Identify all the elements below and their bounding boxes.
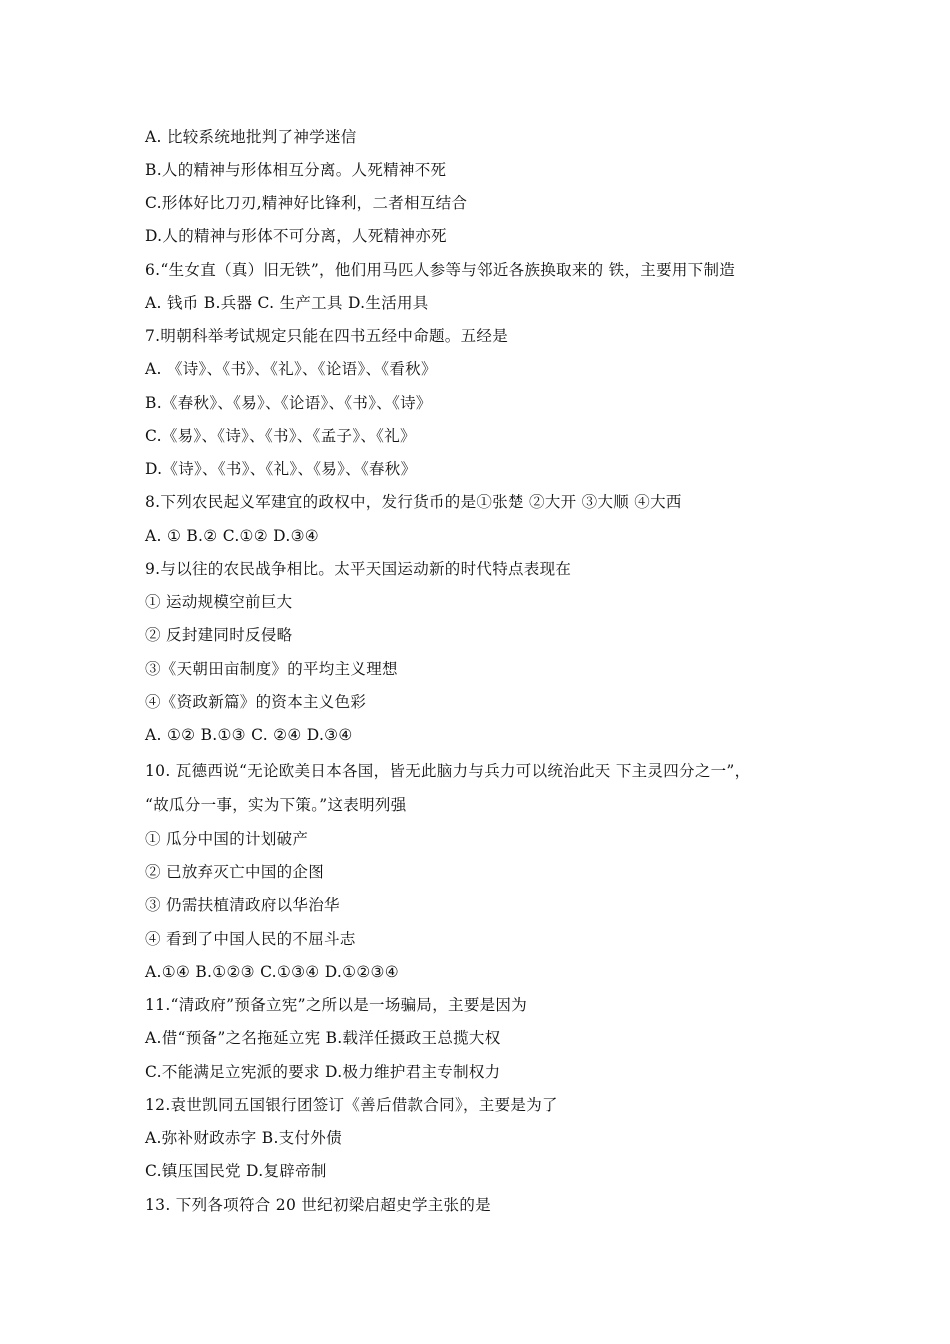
item-9-2: ② 反封建同时反侵略 <box>145 626 293 644</box>
options-6: A. 钱币 B.兵器 C. 生产工具 D.生活用具 <box>145 294 429 312</box>
option-5a: A. 比较系统地批判了神学迷信 <box>145 128 357 146</box>
options-10: A.①④ B.①②③ C.①③④ D.①②③④ <box>145 963 399 981</box>
option-5b: B.人的精神与形体相互分离。人死精神不死 <box>145 161 447 179</box>
question-10: 10. 瓦德西说“无论欧美日本各国，皆无此脑力与兵力可以统治此天 下主灵四分之一”， <box>145 762 751 780</box>
item-9-4: ④《资政新篇》的资本主义色彩 <box>145 693 367 711</box>
item-10-4: ④ 看到了中国人民的不屈斗志 <box>145 930 356 948</box>
option-5d: D.人的精神与形体不可分离，人死精神亦死 <box>145 227 447 245</box>
options-11-ab: A.借“预备”之名拖延立宪 B.载洋任摄政王总揽大权 <box>145 1029 501 1047</box>
options-12-ab: A.弥补财政赤字 B.支付外债 <box>145 1129 342 1147</box>
options-11-cd: C.不能满足立宪派的要求 D.极力维护君主专制权力 <box>145 1063 501 1081</box>
question-10-cont: “故瓜分一事，实为下策。”这表明列强 <box>145 796 407 814</box>
option-7d: D.《诗》、《书》、《礼》、《易》、《春秋》 <box>145 460 417 478</box>
option-7c: C.《易》、《诗》、《书》、《孟子》、《礼》 <box>145 427 416 445</box>
options-12-cd: C.镇压国民党 D.复辟帝制 <box>145 1162 327 1180</box>
item-10-2: ② 已放弃灭亡中国的企图 <box>145 863 325 881</box>
question-12: 12.袁世凯同五国银行团签订《善后借款合同》，主要是为了 <box>145 1096 558 1114</box>
question-11: 11.“清政府”预备立宪”之所以是一场骗局，主要是因为 <box>145 996 528 1014</box>
question-7: 7.明朝科举考试规定只能在四书五经中命题。五经是 <box>145 327 508 345</box>
question-13: 13. 下列各项符合 20 世纪初梁启超史学主张的是 <box>145 1196 491 1214</box>
question-6: 6.“生女直（真）旧无铁”，他们用马匹人参等与邻近各族换取来的 铁，主要用下制造 <box>145 261 736 279</box>
item-10-1: ① 瓜分中国的计划破产 <box>145 830 309 848</box>
item-9-1: ① 运动规模空前巨大 <box>145 593 293 611</box>
options-8: A. ① B.② C.①② D.③④ <box>145 527 319 545</box>
item-9-3: ③《天朝田亩制度》的平均主义理想 <box>145 660 398 678</box>
question-8: 8.下列农民起义军建宜的政权中，发行货币的是①张楚 ②大开 ③大顺 ④大西 <box>145 493 682 511</box>
option-5c: C.形体好比刀刃,精神好比锋利，二者相互结合 <box>145 194 468 212</box>
option-7a: A. 《诗》、《书》、《礼》、《论语》、《看秋》 <box>145 360 437 378</box>
question-9: 9.与以往的农民战争相比。太平天国运动新的时代特点表现在 <box>145 560 572 578</box>
item-10-3: ③ 仍需扶植清政府以华治华 <box>145 896 340 914</box>
option-7b: B.《春秋》、《易》、《论语》、《书》、《诗》 <box>145 394 432 412</box>
options-9: A. ①② B.①③ C. ②④ D.③④ <box>145 726 353 744</box>
